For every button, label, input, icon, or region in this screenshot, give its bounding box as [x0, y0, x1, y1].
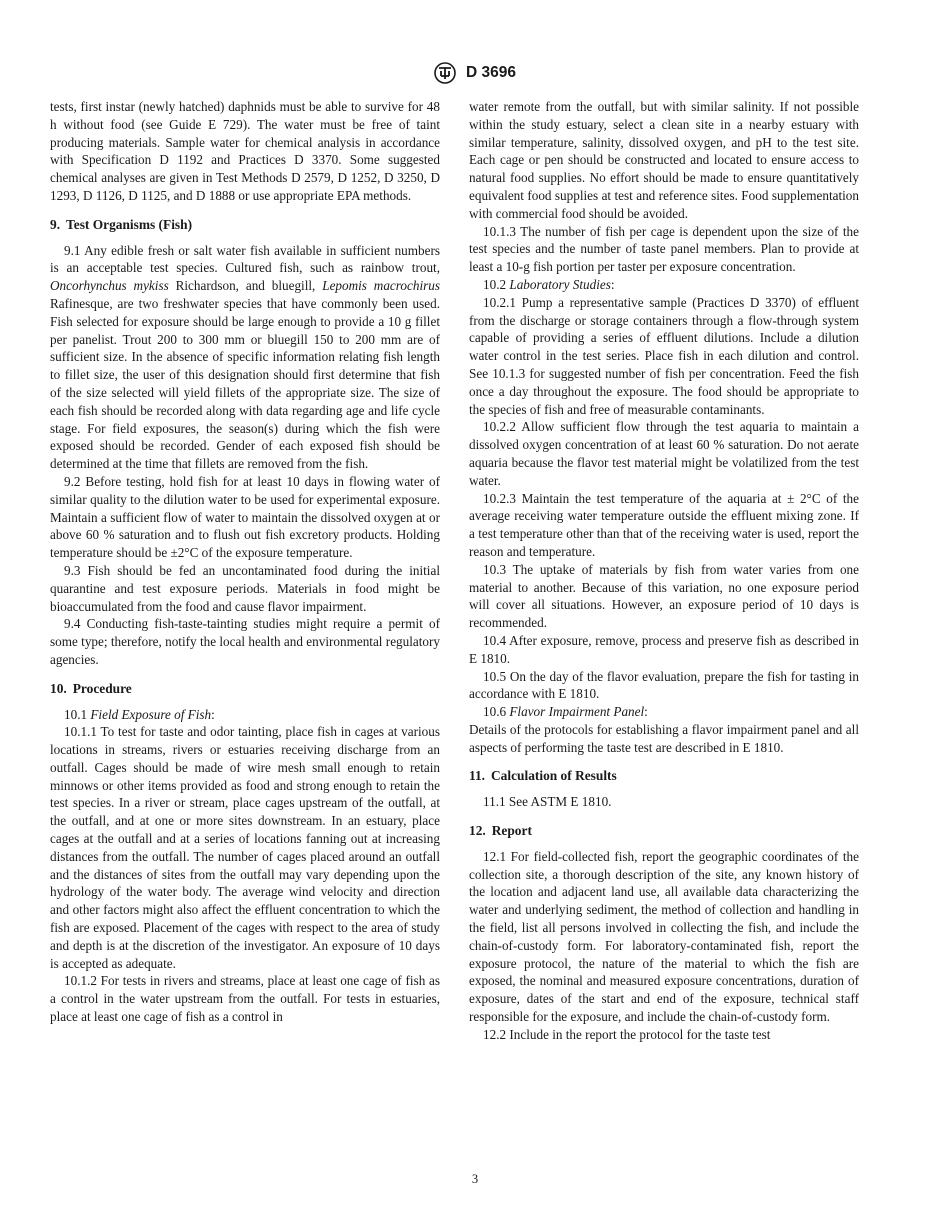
continued-paragraph: tests, first instar (newly hatched) daphnids must be able to survive for 48 h without food (see Guide E 729). The water must be free of taint producing materials. Sample water for chemical analysis in accordance with Specification D 1192 and Practices D 3370. Some suggested chemical analyses are given in Test Methods D 2579, D 1252, D 3250, D 1293, D 1126, D 1125, and D 1888 or use appropriate EPA methods.	[50, 99, 440, 203]
page-number: 3	[471, 1172, 479, 1186]
paragraph-10-1: 10.1 Field Exposure of Fish:	[64, 706, 215, 722]
paragraph-9-4: 9.4 Conducting fish-taste-tainting studies might require a permit of some type; therefore, notify the local health and environmental regulatory agencies.	[50, 616, 440, 667]
paragraph-10-1-1: 10.1.1 To test for taste and odor tainting, place fish in cages at various locations in streams, rivers or estuaries receiving discharge from an outfall. Cages should be made of wire mesh small enough to retain minnows or other items provided as food and strong enough to retain the test species. In a river or stream, place cages upstream of the outfall, at the outfall, and at one or more sites downstream. In an estuary, place cages at the outfall and at a series of locations fanning out at increasing distances from the outfall. The number of cages placed around an outfall and the distances of sites from the outfall may vary depending upon the hydrology of the water body. The average wind velocity and direction and other factors might also affect the effluent concentration to which the fish are exposed. Placement of the cages with respect to the area of study and depth is at the discretion of the investigator. An exposure of 10 days is accepted as adequate.	[50, 724, 440, 971]
paragraph-10-2-2: 10.2.2 Allow sufficient flow through the test aquaria to maintain a dissolved oxygen concentration of at least 60 % saturation. Do not aerate aquaria because the flavor test material might be volatilized from the test water.	[469, 419, 859, 488]
astm-logo-icon	[434, 62, 456, 84]
section-heading-9: 9. Test Organisms (Fish)	[50, 216, 193, 232]
paragraph-10-2-1: 10.2.1 Pump a representative sample (Practices D 3370) of effluent from the discharge or storage containers through a flow-through system capable of providing a series of effluent dilutions. Include a dilution water control in the test series. Place fish in each dilution and control. See 10.1.3 for suggested number of fish per concentration. Feed the fish once a day throughout the exposure. The food should be appropriate to the species of fish and free of measurable contaminants.	[469, 294, 859, 417]
paragraph-9-2: 9.2 Before testing, hold fish for at least 10 days in flowing water of similar quality to the dilution water to be used for experimental exposure. Maintain a sufficient flow of water to maintain the dissolved oxygen at or above 60 % saturation and to flush out fish excretory products. Holding temperature should be ±2°C of the exposure temperature.	[50, 473, 440, 561]
paragraph-12-2: 12.2 Include in the report the protocol for the taste test	[483, 1026, 771, 1042]
paragraph-10-1-2: 10.1.2 For tests in rivers and streams, place at least one cage of fish as a control in the water upstream from the outfall. For tests in estuaries, place at least one cage of fish as a control in	[50, 973, 440, 1025]
paragraph-10-6-body: Details of the protocols for establishing a flavor impairment panel and all aspects of performing the taste test are described in E 1810.	[469, 721, 859, 755]
continued-paragraph: water remote from the outfall, but with similar salinity. If not possible within the study estuary, select a clean site in a nearby estuary with similar temperature, salinity, dissolved oxygen, and pH to the test site. Each cage or pen should be constructed and located to ensure access to natural food supplies. No effort should be made to ensure quantitatively equivalent food supplies at test and reference sites. Food supplementation with commercial food should be avoided.	[469, 99, 859, 221]
paragraph-10-4: 10.4 After exposure, remove, process and preserve fish as described in E 1810.	[469, 632, 859, 666]
paragraph-12-1: 12.1 For field-collected fish, report the geographic coordinates of the collection site, a thorough description of the site, any known history of the location and adjacent land use, all available data characterizing the water and underlying sediment, the method of collection and handling in the field, list all persons involved in collecting the fish, and include the chain-of-custody form. For laboratory-contaminated fish, report the exposure protocol, the nature of the material to which the fish are exposed, the nominal and measured exposure concentrations, duration of exposure, dates of the start and end of the exposure, technical staff responsible for the exposure, and include the chain-of-custody form.	[469, 848, 859, 1025]
paragraph-10-3: 10.3 The uptake of materials by fish from water varies from one material to another. Because of this variation, no one exposure period will cover all situations. However, an exposure period of 10 days is recommended.	[469, 561, 859, 631]
document-designation: D 3696	[466, 64, 516, 81]
paragraph-9-1: 9.1 Any edible fresh or salt water fish available in sufficient numbers is an acceptable test species. Cultured fish, such as rainbow trout, Oncorhynchus mykiss Richardson, and bluegill, Lepomis macrochirus Rafinesque, are two freshwater species that have commonly been used. Fish selected for exposure should be large enough to provide a 10 g fillet per panelist. Trout 200 to 300 mm or bluegill 150 to 200 mm are of sufficient size. In the absence of specific information relating fish length to fillet size, the user of this designation should first determine that fish of the size selected will yield fillets of the appropriate size. The size of each fish should be recorded along with data regarding age and life cycle stage. For field exposures, the season(s) during which the fish were exposed should be recorded. Gender of each exposed fish should be determined at the time that fillets are removed from the fish.	[50, 242, 440, 472]
paragraph-11-1: 11.1 See ASTM E 1810.	[483, 794, 612, 810]
section-heading-12: 12. Report	[469, 823, 532, 839]
paragraph-9-3: 9.3 Fish should be fed an uncontaminated food during the initial quarantine and test exposure periods. Materials in food might be bioaccumulated from the food and cause flavor impairment.	[50, 562, 440, 614]
paragraph-10-1-3: 10.1.3 The number of fish per cage is dependent upon the size of the test species and the number of taste panel members. Plan to provide at least a 10-g fish portion per taster per exposure concentration.	[469, 223, 859, 275]
page-header	[0, 62, 950, 84]
paragraph-10-2-3: 10.2.3 Maintain the test temperature of the aquaria at ± 2°C of the average receiving water temperature outside the effluent mixing zone. If a test temperature other than that of the receiving water is used, report the reason and temperature.	[469, 490, 859, 559]
left-column	[50, 98, 440, 1026]
paragraph-10-5: 10.5 On the day of the flavor evaluation, prepare the fish for tasting in accordance with E 1810.	[469, 668, 859, 702]
section-heading-10: 10. Procedure	[50, 680, 132, 696]
paragraph-10-6: 10.6 Flavor Impairment Panel:	[483, 704, 648, 720]
right-column	[469, 98, 859, 1044]
paragraph-10-2: 10.2 Laboratory Studies:	[483, 276, 615, 292]
section-heading-11: 11. Calculation of Results	[469, 768, 617, 784]
